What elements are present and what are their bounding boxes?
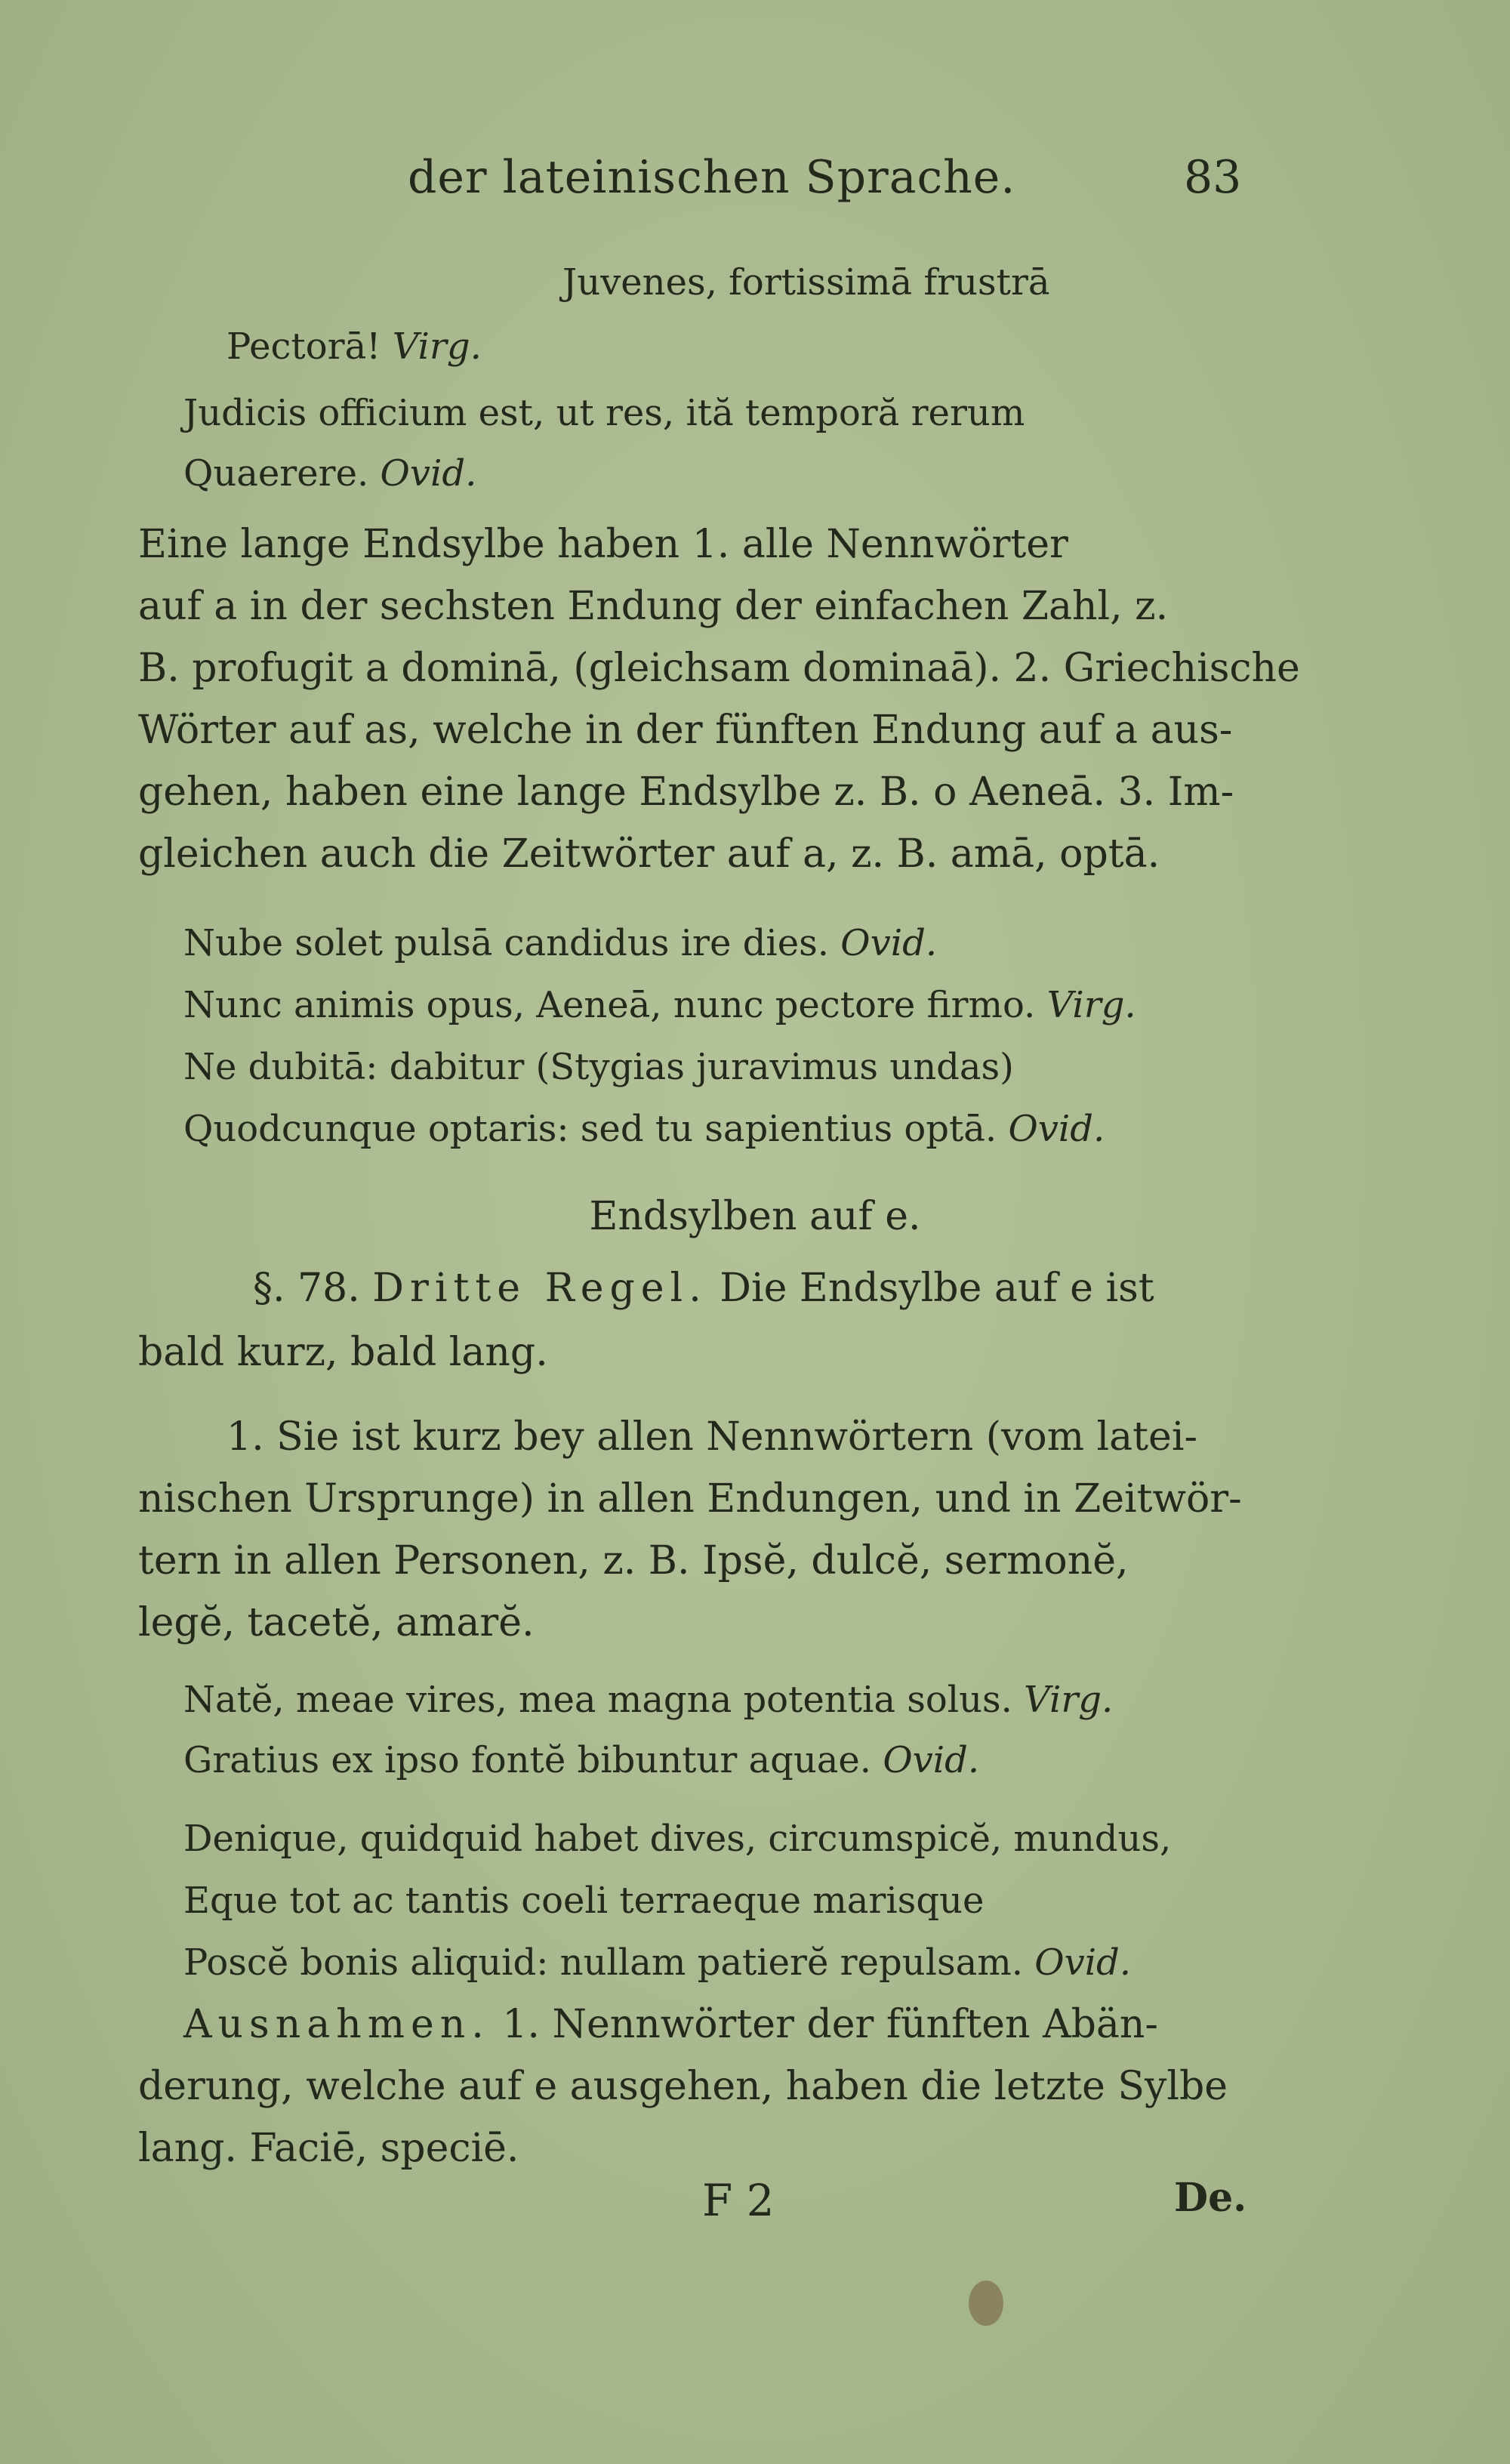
- exceptions-line: Ausnahmen. 1. Nennwörter der fünften Abän-: [183, 2002, 1158, 2047]
- verse-line: Eque tot ac tantis coeli terraeque marisque: [183, 1880, 985, 1922]
- body-line: Eine lange Endsylbe haben 1. alle Nennwörter: [138, 522, 1068, 567]
- body-line: B. profugit a dominā, (gleichsam dominaā). 2. Griechische: [138, 646, 1300, 691]
- verse-source: Ovid.: [380, 452, 477, 495]
- verse-source: Virg.: [1046, 984, 1136, 1026]
- verse-line: Nube solet pulsā candidus ire dies. Ovid.: [183, 922, 938, 964]
- rule-label: Dritte Regel.: [372, 1266, 707, 1311]
- verse-source: Virg.: [392, 325, 482, 368]
- rule-line: §. 78. Dritte Regel. Die Endsylbe auf e ist: [253, 1266, 1154, 1311]
- body-line: auf a in der sechsten Endung der einfachen Zahl, z.: [138, 584, 1169, 629]
- body-line: Wörter auf as, welche in der fünften Endung auf a aus-: [138, 708, 1233, 753]
- body-line: tern in allen Personen, z. B. Ipsĕ, dulcĕ, sermonĕ,: [138, 1538, 1129, 1584]
- page-number: 83: [1184, 151, 1242, 204]
- body-line: bald kurz, bald lang.: [138, 1330, 548, 1375]
- verse-line: Pectorā! Virg.: [226, 325, 482, 368]
- verse-source: Ovid.: [883, 1739, 980, 1781]
- verse-line: Judicis officium est, ut res, ită temporă rerum: [183, 392, 1025, 434]
- verse-line: Ne dubitā: dabitur (Stygias juravimus undas): [183, 1046, 1014, 1088]
- signature-mark: F 2: [702, 2175, 775, 2226]
- verse-source: Ovid.: [1008, 1108, 1105, 1150]
- rule-number: §. 78.: [253, 1266, 360, 1311]
- body-line: lang. Faciē, speciē.: [138, 2126, 519, 2171]
- body-line: gehen, haben eine lange Endsylbe z. B. o Aeneā. 3. Im-: [138, 769, 1234, 815]
- verse-line: Gratius ex ipso fontĕ bibuntur aquae. Ovid.: [183, 1739, 980, 1781]
- verse-source: Virg.: [1024, 1679, 1114, 1721]
- verse-line: Poscĕ bonis aliquid: nullam patierĕ repulsam. Ovid.: [183, 1941, 1132, 1984]
- verse-line: Denique, quidquid habet dives, circumspicĕ, mundus,: [183, 1818, 1172, 1860]
- section-heading: Endsylben auf e.: [589, 1194, 921, 1239]
- ink-stain: [969, 2281, 1003, 2326]
- running-header: der lateinischen Sprache.: [408, 151, 1016, 204]
- body-line: nischen Ursprunge) in allen Endungen, und in Zeitwör-: [138, 1476, 1242, 1522]
- verse-line: Juvenes, fortissimā frustrā: [562, 261, 1050, 304]
- verse-source: Ovid.: [1034, 1941, 1132, 1984]
- body-line: derung, welche auf e ausgehen, haben die letzte Sylbe: [138, 2064, 1228, 2109]
- catchword: De.: [1174, 2175, 1247, 2221]
- body-line: legĕ, tacetĕ, amarĕ.: [138, 1600, 535, 1645]
- verse-line: Natĕ, meae vires, mea magna potentia solus. Virg.: [183, 1679, 1114, 1721]
- verse-line: Quodcunque optaris: sed tu sapientius optā. Ovid.: [183, 1108, 1105, 1150]
- body-line: 1. Sie ist kurz bey allen Nennwörtern (vom latei-: [226, 1414, 1198, 1460]
- body-line: gleichen auch die Zeitwörter auf a, z. B. amā, optā.: [138, 831, 1160, 877]
- verse-source: Ovid.: [840, 922, 938, 964]
- verse-line: Nunc animis opus, Aeneā, nunc pectore firmo. Virg.: [183, 984, 1136, 1026]
- exceptions-lead: Ausnahmen.: [183, 2002, 490, 2047]
- verse-line: Quaerere. Ovid.: [183, 452, 477, 495]
